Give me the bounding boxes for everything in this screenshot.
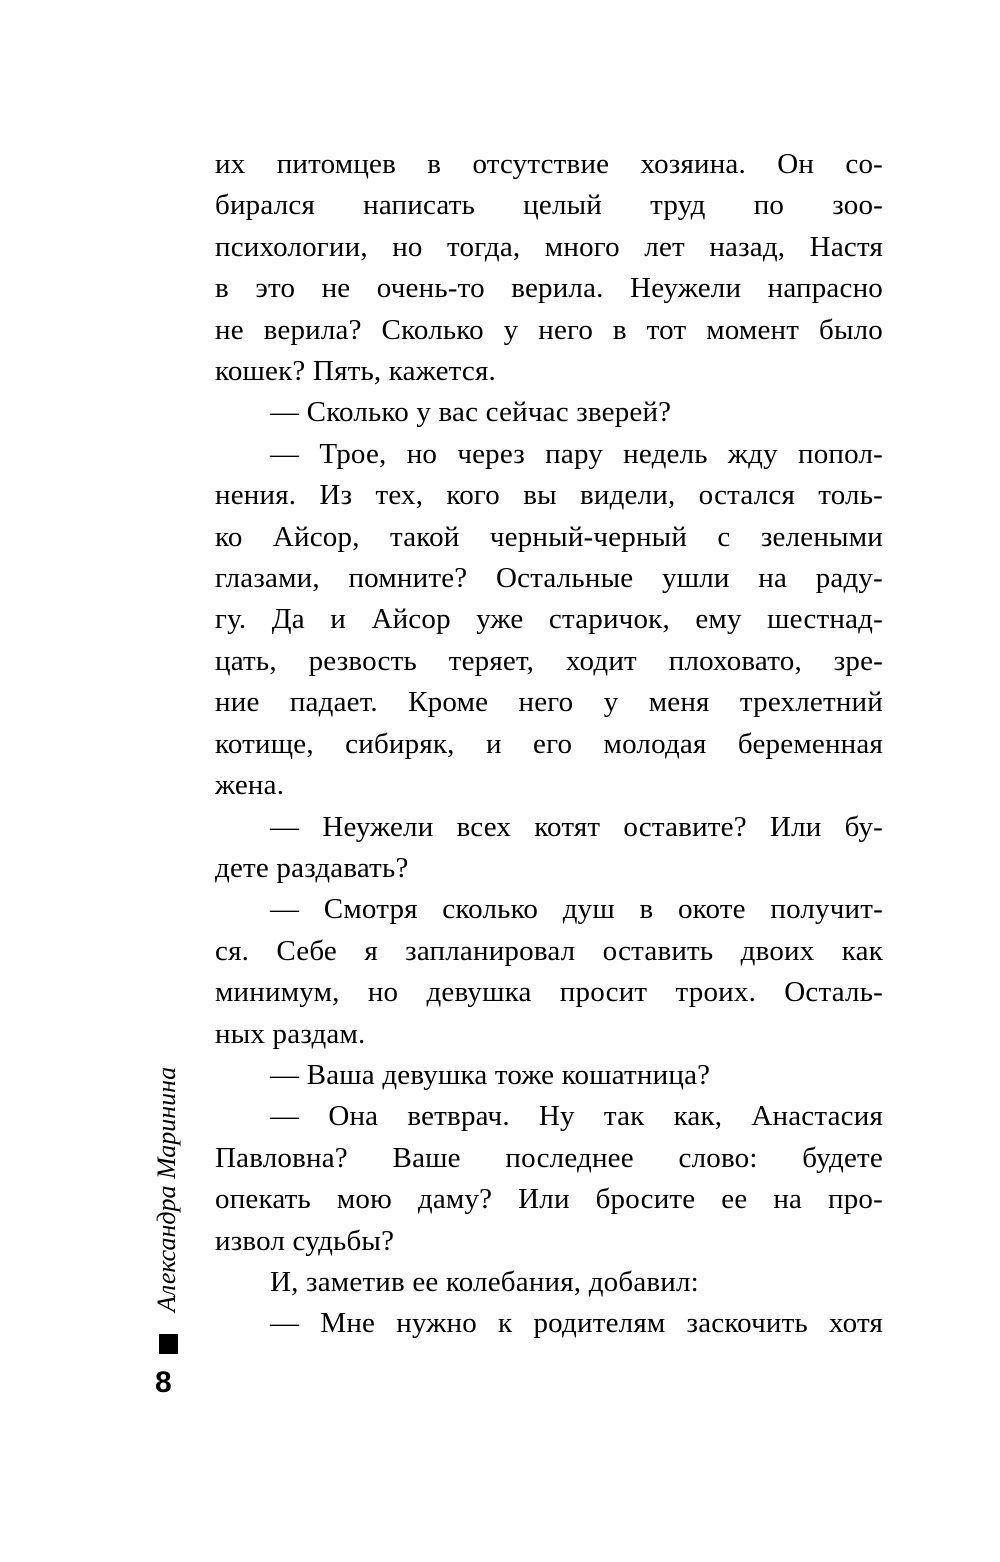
text-line: извол судьбы?: [215, 1224, 395, 1257]
text-line: не верила? Сколько у него в тот момент было: [215, 313, 883, 346]
text-line: И, заметив ее колебания, добавил:: [270, 1265, 699, 1298]
text-line: гу. Да и Айсор уже старичок, ему шестнад-: [215, 603, 883, 636]
text-line: Павловна? Ваше последнее слово: будете: [215, 1141, 883, 1174]
text-line: в это не очень-то верила. Неужели напрасно: [215, 272, 883, 305]
section-marker-square-icon: [159, 1334, 178, 1354]
text-line: бирался написать целый труд по зоо-: [215, 189, 883, 222]
page-number: 8: [155, 1366, 172, 1399]
text-line: психологии, но тогда, много лет назад, Настя: [215, 230, 883, 263]
running-author-vertical: Александра Маринина: [152, 1066, 181, 1312]
text-line: — Она ветврач. Ну так как, Анастасия: [270, 1100, 883, 1133]
text-line: ся. Себе я запланировал оставить двоих как: [215, 934, 883, 967]
text-line: их питомцев в отсутствие хозяина. Он со-: [215, 148, 883, 180]
text-line: кошек? Пять, кажется.: [215, 355, 496, 388]
text-line: ных раздам.: [215, 1017, 366, 1050]
text-line: — Неужели всех котят оставите? Или бу-: [270, 810, 883, 843]
text-line: жена.: [215, 769, 285, 802]
text-line: ние падает. Кроме него у меня трехлетний: [215, 686, 883, 719]
text-line: — Смотря сколько душ в окоте получит-: [270, 893, 883, 926]
text-line: — Сколько у вас сейчас зверей?: [270, 396, 672, 429]
body-text: [215, 144, 883, 1345]
text-line: дете раздавать?: [215, 851, 409, 884]
text-line: — Ваша девушка тоже кошатница?: [270, 1058, 711, 1091]
text-line: нения. Из тех, кого вы видели, остался толь-: [215, 479, 883, 512]
text-line: минимум, но девушка просит троих. Осталь-: [215, 976, 883, 1009]
text-line: опекать мою даму? Или бросите ее на про-: [215, 1183, 883, 1216]
text-line: ко Айсор, такой черный-черный с зелеными: [215, 520, 883, 553]
text-line: — Мне нужно к родителям заскочить хотя: [270, 1307, 883, 1340]
text-line: цать, резвость теряет, ходит плоховато, зре-: [215, 644, 883, 677]
text-line: глазами, помните? Остальные ушли на раду-: [215, 562, 883, 595]
text-line: котище, сибиряк, и его молодая беременная: [215, 727, 883, 760]
text-line: — Трое, но через пару недель жду попол-: [270, 437, 883, 470]
